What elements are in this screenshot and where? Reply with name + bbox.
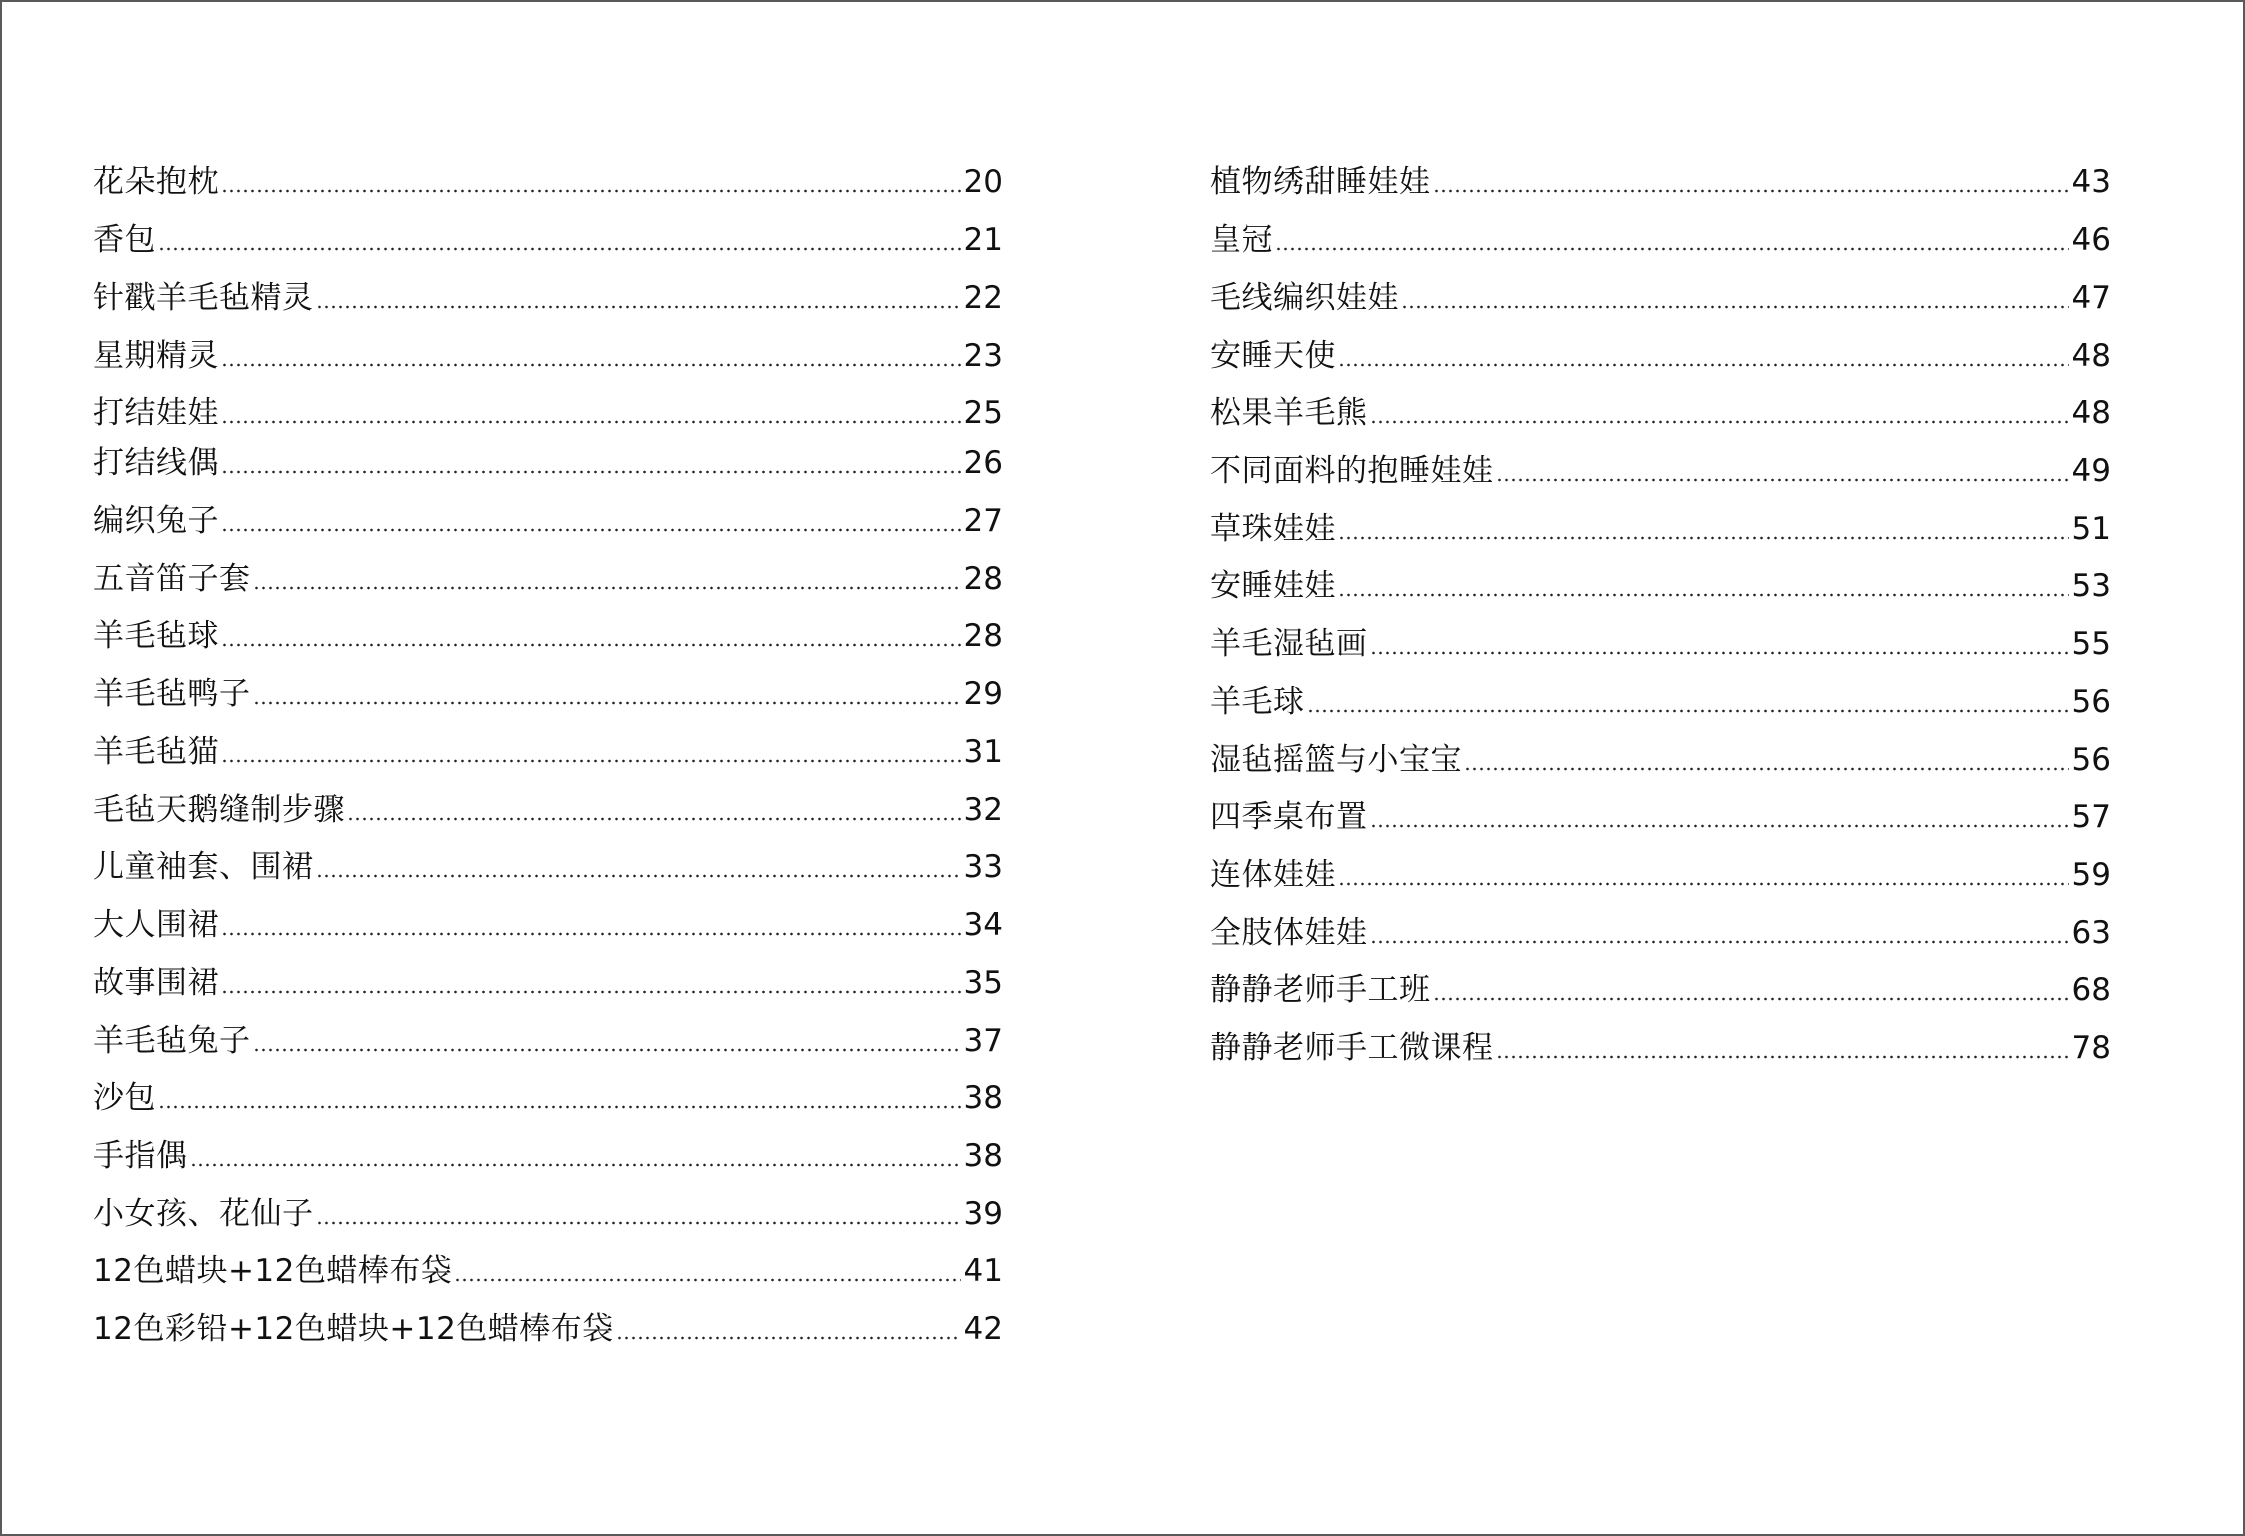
toc-entry xyxy=(93,953,1003,1003)
toc-entry xyxy=(93,780,1003,830)
toc-entry-page-number: 47 xyxy=(2071,280,2111,316)
toc-entry-page-number: 31 xyxy=(963,734,1003,770)
toc-entry xyxy=(93,326,1003,376)
toc-entry xyxy=(93,1241,1003,1291)
toc-entry-page-number: 59 xyxy=(2071,857,2111,893)
toc-dot-leader xyxy=(1275,247,2069,251)
toc-entry-title: 打结娃娃 xyxy=(93,395,219,431)
toc-entry xyxy=(1210,787,2111,837)
toc-entry-page-number: 48 xyxy=(2071,395,2111,431)
toc-entry xyxy=(93,1184,1003,1234)
toc-entry-title: 香包 xyxy=(93,222,156,258)
toc-entry-page-number: 56 xyxy=(2071,684,2111,720)
toc-entry-title: 羊毛湿毡画 xyxy=(1210,626,1368,662)
toc-entry xyxy=(93,491,1003,541)
toc-entry-title: 全肢体娃娃 xyxy=(1210,915,1368,951)
toc-entry-page-number: 49 xyxy=(2071,453,2111,489)
toc-dot-leader xyxy=(221,470,961,474)
toc-entry-title: 羊毛毡兔子 xyxy=(93,1023,251,1059)
toc-entry-page-number: 39 xyxy=(963,1196,1003,1232)
toc-entry xyxy=(93,837,1003,887)
toc-entry-page-number: 55 xyxy=(2071,626,2111,662)
toc-entry xyxy=(93,722,1003,772)
toc-entry xyxy=(93,1126,1003,1176)
toc-entry-page-number: 23 xyxy=(963,338,1003,374)
toc-dot-leader xyxy=(316,1221,962,1225)
toc-entry-title: 植物绣甜睡娃娃 xyxy=(1210,164,1431,200)
toc-dot-leader xyxy=(1370,651,2070,655)
toc-dot-leader xyxy=(347,817,961,821)
toc-dot-leader xyxy=(253,701,962,705)
toc-entry-title: 小女孩、花仙子 xyxy=(93,1196,314,1232)
toc-dot-leader xyxy=(1370,940,2070,944)
toc-dot-leader xyxy=(1433,189,2070,193)
toc-entry-title: 星期精灵 xyxy=(93,338,219,374)
toc-dot-leader xyxy=(221,759,961,763)
toc-dot-leader xyxy=(158,1105,961,1109)
toc-entry-page-number: 32 xyxy=(963,792,1003,828)
toc-dot-leader xyxy=(1401,305,2069,309)
toc-entry-title: 松果羊毛熊 xyxy=(1210,395,1368,431)
toc-entry xyxy=(93,433,1003,483)
toc-entry-page-number: 53 xyxy=(2071,568,2111,604)
toc-entry-title: 沙包 xyxy=(93,1080,156,1116)
toc-entry-title: 手指偶 xyxy=(93,1138,188,1174)
toc-dot-leader xyxy=(1496,1055,2070,1059)
toc-entry-title: 花朵抱枕 xyxy=(93,164,219,200)
toc-entry-page-number: 22 xyxy=(963,280,1003,316)
toc-entry-page-number: 34 xyxy=(963,907,1003,943)
toc-entry-page-number: 27 xyxy=(963,503,1003,539)
toc-entry xyxy=(93,152,1003,202)
toc-dot-leader xyxy=(1338,593,2069,597)
toc-entry xyxy=(1210,1018,2111,1068)
toc-entry-title: 连体娃娃 xyxy=(1210,857,1336,893)
toc-entry xyxy=(93,383,1003,433)
toc-entry xyxy=(1210,210,2111,260)
toc-entry-page-number: 42 xyxy=(963,1311,1003,1347)
toc-entry xyxy=(1210,268,2111,318)
toc-entry-title: 12色彩铅+12色蜡块+12色蜡棒布袋 xyxy=(93,1311,614,1347)
toc-dot-leader xyxy=(454,1278,961,1282)
toc-dot-leader xyxy=(1338,363,2069,367)
toc-entry-title: 儿童袖套、围裙 xyxy=(93,849,314,885)
toc-entry xyxy=(93,268,1003,318)
toc-entry-page-number: 51 xyxy=(2071,511,2111,547)
toc-entry xyxy=(93,1068,1003,1118)
toc-entry-page-number: 28 xyxy=(963,618,1003,654)
toc-entry-page-number: 35 xyxy=(963,965,1003,1001)
toc-dot-leader xyxy=(221,932,961,936)
toc-dot-leader xyxy=(316,305,962,309)
toc-entry-title: 草珠娃娃 xyxy=(1210,511,1336,547)
toc-entry xyxy=(1210,960,2111,1010)
toc-dot-leader xyxy=(1496,478,2070,482)
toc-dot-leader xyxy=(1433,997,2070,1001)
toc-entry-page-number: 25 xyxy=(963,395,1003,431)
toc-dot-leader xyxy=(190,1163,962,1167)
toc-entry-page-number: 20 xyxy=(963,164,1003,200)
toc-entry xyxy=(1210,441,2111,491)
toc-entry xyxy=(93,1011,1003,1061)
toc-entry-title: 羊毛毡球 xyxy=(93,618,219,654)
toc-entry-title: 四季桌布置 xyxy=(1210,799,1368,835)
toc-entry-page-number: 43 xyxy=(2071,164,2111,200)
toc-entry-page-number: 21 xyxy=(963,222,1003,258)
toc-dot-leader xyxy=(616,1336,961,1340)
toc-dot-leader xyxy=(221,528,961,532)
toc-entry xyxy=(1210,556,2111,606)
toc-entry-page-number: 26 xyxy=(963,445,1003,481)
toc-entry-title: 不同面料的抱睡娃娃 xyxy=(1210,453,1494,489)
toc-entry-page-number: 63 xyxy=(2071,915,2111,951)
toc-entry-title: 毛毡天鹅缝制步骤 xyxy=(93,792,345,828)
toc-entry-title: 湿毡摇篮与小宝宝 xyxy=(1210,742,1462,778)
toc-entry-title: 打结线偶 xyxy=(93,445,219,481)
toc-entry-title: 针戳羊毛毡精灵 xyxy=(93,280,314,316)
toc-dot-leader xyxy=(253,1048,962,1052)
toc-entry-title: 12色蜡块+12色蜡棒布袋 xyxy=(93,1253,453,1289)
toc-entry xyxy=(1210,903,2111,953)
toc-dot-leader xyxy=(1370,420,2070,424)
toc-entry-title: 安睡娃娃 xyxy=(1210,568,1336,604)
toc-entry-title: 大人围裙 xyxy=(93,907,219,943)
toc-dot-leader xyxy=(1307,709,2070,713)
toc-entry-title: 编织兔子 xyxy=(93,503,219,539)
toc-entry-title: 静静老师手工微课程 xyxy=(1210,1030,1494,1066)
toc-entry-title: 静静老师手工班 xyxy=(1210,972,1431,1008)
toc-entry xyxy=(1210,499,2111,549)
toc-dot-leader xyxy=(221,990,961,994)
toc-entry-page-number: 38 xyxy=(963,1138,1003,1174)
toc-entry-page-number: 48 xyxy=(2071,338,2111,374)
toc-dot-leader xyxy=(221,643,961,647)
toc-entry-title: 安睡天使 xyxy=(1210,338,1336,374)
toc-entry-title: 毛线编织娃娃 xyxy=(1210,280,1399,316)
toc-entry xyxy=(93,664,1003,714)
toc-dot-leader xyxy=(1338,882,2069,886)
toc-entry-title: 羊毛毡猫 xyxy=(93,734,219,770)
toc-entry-page-number: 41 xyxy=(963,1253,1003,1289)
toc-entry-title: 羊毛毡鸭子 xyxy=(93,676,251,712)
toc-dot-leader xyxy=(316,874,962,878)
toc-entry-page-number: 56 xyxy=(2071,742,2111,778)
toc-entry-page-number: 68 xyxy=(2071,972,2111,1008)
toc-entry xyxy=(1210,730,2111,780)
toc-dot-leader xyxy=(1338,536,2069,540)
toc-entry-page-number: 29 xyxy=(963,676,1003,712)
toc-entry xyxy=(1210,845,2111,895)
toc-dot-leader xyxy=(253,586,962,590)
toc-dot-leader xyxy=(221,189,961,193)
toc-entry-title: 五音笛子套 xyxy=(93,561,251,597)
toc-entry xyxy=(1210,672,2111,722)
toc-entry-title: 羊毛球 xyxy=(1210,684,1305,720)
toc-entry-title: 故事围裙 xyxy=(93,965,219,1001)
toc-entry-page-number: 28 xyxy=(963,561,1003,597)
toc-entry xyxy=(93,210,1003,260)
toc-dot-leader xyxy=(221,363,961,367)
toc-entry-title: 皇冠 xyxy=(1210,222,1273,258)
toc-entry xyxy=(93,895,1003,945)
toc-entry-page-number: 38 xyxy=(963,1080,1003,1116)
toc-dot-leader xyxy=(158,247,961,251)
toc-entry xyxy=(1210,152,2111,202)
toc-dot-leader xyxy=(1370,824,2070,828)
toc-entry-page-number: 46 xyxy=(2071,222,2111,258)
toc-dot-leader xyxy=(221,420,961,424)
toc-entry xyxy=(1210,614,2111,664)
toc-entry-page-number: 37 xyxy=(963,1023,1003,1059)
toc-entry xyxy=(1210,326,2111,376)
toc-entry xyxy=(93,549,1003,599)
toc-entry xyxy=(93,1299,1003,1349)
toc-entry xyxy=(93,606,1003,656)
toc-dot-leader xyxy=(1464,767,2069,771)
toc-entry-page-number: 33 xyxy=(963,849,1003,885)
toc-entry xyxy=(1210,383,2111,433)
toc-entry-page-number: 57 xyxy=(2071,799,2111,835)
toc-entry-page-number: 78 xyxy=(2071,1030,2111,1066)
